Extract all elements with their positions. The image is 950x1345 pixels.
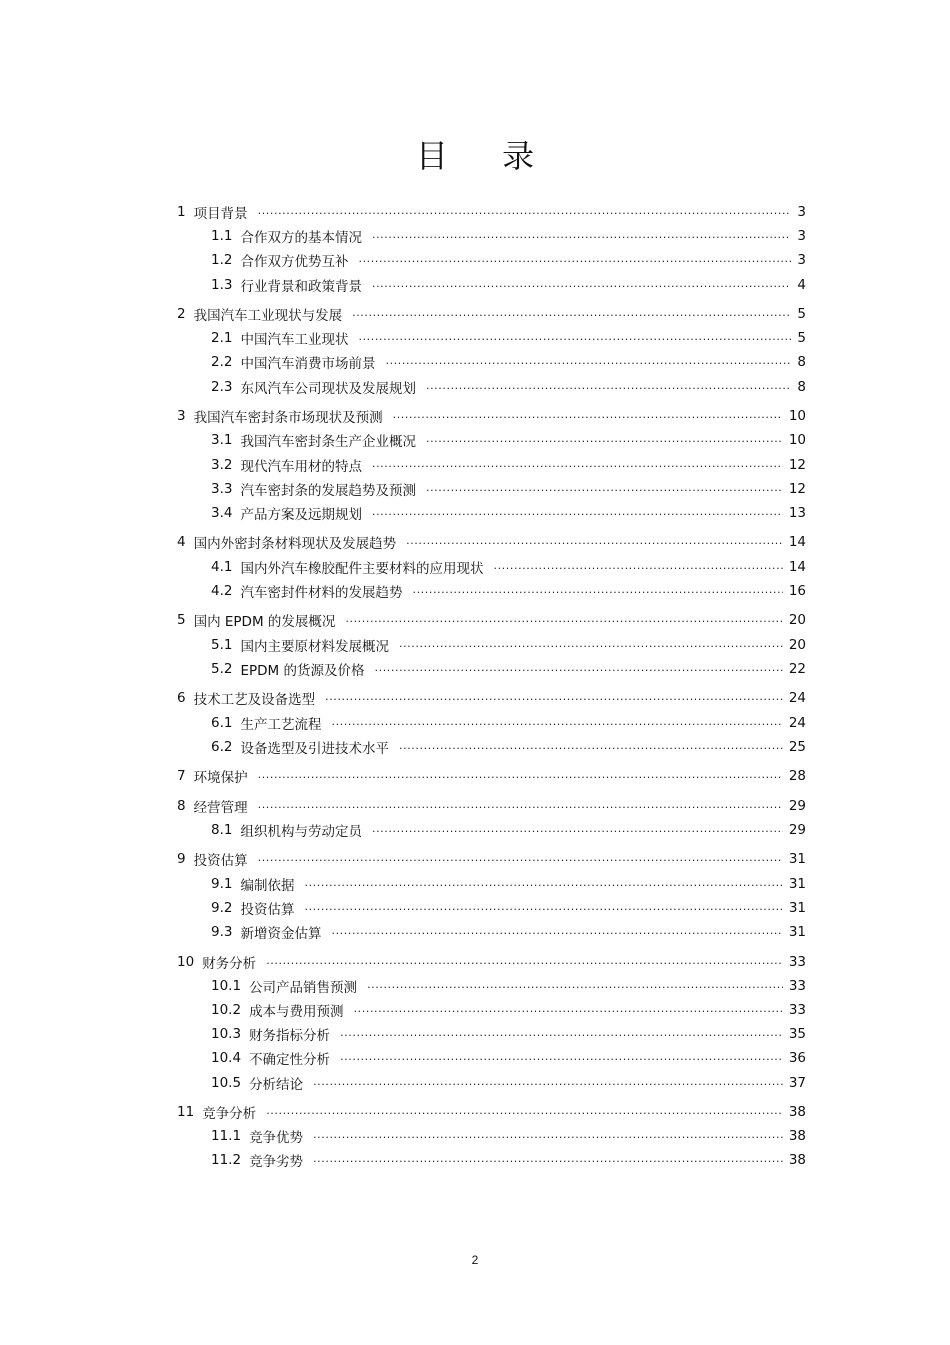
toc-dot-leader [258, 202, 792, 222]
toc-entry-label: 产品方案及远期规划 [240, 507, 362, 523]
toc-dot-leader [266, 1102, 783, 1122]
toc-dot-leader [325, 688, 783, 708]
toc-entry[interactable] [177, 1102, 806, 1122]
toc-entry[interactable] [211, 503, 806, 523]
toc-dot-leader [372, 455, 783, 475]
toc-entry-number: 4 [177, 534, 186, 550]
toc-dot-leader [393, 406, 783, 426]
toc-dot-leader [406, 532, 783, 552]
toc-entry-label: 成本与费用预测 [249, 1004, 344, 1020]
toc-entry-page: 10 [788, 408, 806, 424]
toc-entry-number: 2.2 [211, 354, 233, 370]
toc-entry-label: 国内主要原材料发展概况 [240, 639, 389, 655]
toc-entry-label: 我国汽车密封条生产企业概况 [240, 434, 416, 450]
toc-entry-label: 我国汽车工业现状与发展 [193, 308, 343, 324]
toc-entry-label: 组织机构与劳动定员 [240, 824, 362, 840]
toc-entry-number: 9.1 [211, 876, 233, 892]
toc-entry[interactable] [211, 250, 806, 270]
toc-dot-leader [399, 635, 783, 655]
toc-entry-page: 36 [788, 1050, 806, 1066]
toc-dot-leader [426, 377, 791, 397]
toc-entry[interactable] [211, 328, 806, 348]
toc-entry-page: 29 [788, 822, 806, 838]
toc-entry-page: 5 [797, 306, 806, 322]
toc-entry-number: 8.1 [211, 822, 233, 838]
toc-entry[interactable] [211, 737, 806, 757]
toc-entry-number: 6.1 [211, 715, 233, 731]
toc-entry-page: 16 [788, 583, 806, 599]
toc-entry-page: 10 [788, 432, 806, 448]
toc-entry-page: 24 [788, 715, 806, 731]
toc-dot-leader [266, 952, 783, 972]
toc-entry[interactable] [177, 952, 806, 972]
toc-dot-leader [258, 849, 783, 869]
toc-entry-number: 1 [177, 204, 186, 220]
toc-entry-label: 环境保护 [193, 770, 248, 786]
toc-dot-leader [358, 250, 791, 270]
toc-dot-leader [304, 898, 782, 918]
toc-entry-page: 35 [788, 1026, 806, 1042]
toc-entry-label: 编制依据 [240, 878, 295, 894]
toc-dot-leader [372, 503, 783, 523]
toc-entry-page: 29 [788, 798, 806, 814]
toc-entry-number: 3.1 [211, 432, 233, 448]
toc-entry[interactable] [211, 1150, 806, 1170]
toc-dot-leader [340, 1048, 783, 1068]
toc-entry-page: 33 [788, 978, 806, 994]
toc-dot-leader [354, 1000, 783, 1020]
toc-entry-label: 经营管理 [193, 800, 248, 816]
toc-entry-number: 4.1 [211, 559, 233, 575]
toc-entry[interactable] [177, 688, 806, 708]
toc-entry-number: 1.2 [211, 252, 233, 268]
toc-entry-page: 8 [797, 379, 806, 395]
toc-entry-page: 25 [788, 739, 806, 755]
toc-entry-number: 3.3 [211, 481, 233, 497]
toc-dot-leader [345, 610, 782, 630]
toc-entry[interactable] [211, 352, 806, 372]
toc-dot-leader [258, 766, 783, 786]
toc-dot-leader [412, 581, 782, 601]
toc-entry-number: 11.1 [211, 1128, 242, 1144]
toc-entry-number: 10.5 [211, 1075, 242, 1091]
toc-entry-page: 3 [797, 252, 806, 268]
toc-dot-leader [372, 275, 791, 295]
toc-entry-page: 24 [788, 690, 806, 706]
toc-entry-page: 5 [797, 330, 806, 346]
toc-entry-label: 汽车密封条的发展趋势及预测 [240, 483, 416, 499]
toc-entry[interactable] [211, 635, 806, 655]
toc-entry-label: 竞争劣势 [249, 1154, 304, 1170]
toc-entry-number: 11 [177, 1104, 195, 1120]
toc-entry-page: 33 [788, 1002, 806, 1018]
toc-entry-label: 竞争优势 [249, 1130, 304, 1146]
toc-entry[interactable] [211, 659, 806, 679]
toc-dot-leader [426, 479, 783, 499]
toc-entry-number: 3.2 [211, 457, 233, 473]
toc-entry[interactable] [177, 202, 806, 222]
toc-entry-number: 1.1 [211, 228, 233, 244]
toc-entry[interactable] [211, 275, 806, 295]
toc-entry-number: 8 [177, 798, 186, 814]
toc-entry-page: 31 [788, 876, 806, 892]
toc-dot-leader [358, 328, 791, 348]
toc-entry[interactable] [211, 1048, 806, 1068]
toc-entry-label: 合作双方的基本情况 [240, 230, 362, 246]
toc-entry-number: 5.1 [211, 637, 233, 653]
toc-entry-page: 31 [788, 900, 806, 916]
toc-dot-leader [367, 976, 783, 996]
toc-entry-page: 38 [788, 1104, 806, 1120]
toc-entry-number: 5.2 [211, 661, 233, 677]
toc-entry-number: 9 [177, 851, 186, 867]
toc-entry-number: 2.1 [211, 330, 233, 346]
toc-entry[interactable] [211, 922, 806, 942]
toc-entry[interactable] [211, 479, 806, 499]
toc-dot-leader [313, 1073, 783, 1093]
toc-entry[interactable] [211, 430, 806, 450]
toc-entry-label: 新增资金估算 [240, 926, 322, 942]
toc-entry-number: 9.2 [211, 900, 233, 916]
toc-entry[interactable] [177, 796, 806, 816]
toc-entry-label: 财务分析 [202, 956, 257, 972]
toc-entry-label: 合作双方优势互补 [240, 254, 349, 270]
toc-dot-leader [331, 713, 782, 733]
toc-entry[interactable] [211, 455, 806, 475]
toc-entry-number: 10.4 [211, 1050, 242, 1066]
toc-entry[interactable] [177, 766, 806, 786]
toc-entry[interactable] [177, 532, 806, 552]
toc-dot-leader [372, 820, 783, 840]
toc-entry-label: 竞争分析 [202, 1106, 257, 1122]
toc-entry-number: 5 [177, 612, 186, 628]
toc-dot-leader [331, 922, 782, 942]
toc-entry[interactable] [177, 610, 806, 630]
toc-entry-number: 1.3 [211, 277, 233, 293]
toc-entry-label: 我国汽车密封条市场现状及预测 [193, 410, 383, 426]
toc-dot-leader [340, 1024, 783, 1044]
toc-entry-label: 分析结论 [249, 1077, 304, 1093]
page-number: 2 [471, 1253, 479, 1267]
toc-dot-leader [399, 737, 783, 757]
toc-entry[interactable] [211, 226, 806, 246]
toc-entry[interactable] [177, 849, 806, 869]
toc-entry[interactable] [211, 1024, 806, 1044]
toc-entry-label: 投资估算 [193, 853, 248, 869]
toc-entry-page: 33 [788, 954, 806, 970]
toc-dot-leader [352, 304, 791, 324]
toc-entry-label: 财务指标分析 [249, 1028, 331, 1044]
toc-entry-page: 37 [788, 1075, 806, 1091]
toc-entry-page: 20 [788, 637, 806, 653]
toc-dot-leader [375, 659, 783, 679]
toc-entry-label: EPDM 的货源及价格 [240, 663, 365, 679]
toc-dot-leader [304, 874, 782, 894]
toc-entry-number: 2 [177, 306, 186, 322]
toc-entry-label: 行业背景和政策背景 [240, 279, 362, 295]
toc-entry[interactable] [211, 1073, 806, 1093]
toc-entry-page: 28 [788, 768, 806, 784]
toc-entry-page: 13 [788, 505, 806, 521]
toc-entry-label: 技术工艺及设备选型 [193, 692, 316, 708]
toc-entry[interactable] [211, 898, 806, 918]
toc-entry-page: 38 [788, 1152, 806, 1168]
toc-entry-page: 12 [788, 457, 806, 473]
toc-entry-number: 9.3 [211, 924, 233, 940]
toc-dot-leader [313, 1126, 783, 1146]
toc-entry-label: 现代汽车用材的特点 [240, 459, 362, 475]
toc-dot-leader [493, 557, 782, 577]
toc-entry-label: 项目背景 [193, 206, 248, 222]
toc-entry-number: 2.3 [211, 379, 233, 395]
toc-entry-label: 汽车密封件材料的发展趋势 [240, 585, 403, 601]
toc-entry-number: 6.2 [211, 739, 233, 755]
toc-entry[interactable] [211, 1000, 806, 1020]
toc-entry-label: 国内外汽车橡胶配件主要材料的应用现状 [240, 561, 484, 577]
toc-entry-number: 11.2 [211, 1152, 242, 1168]
toc-entry[interactable] [177, 406, 806, 426]
toc-entry-label: 中国汽车消费市场前景 [240, 356, 376, 372]
toc-entry-page: 14 [788, 534, 806, 550]
toc-dot-leader [385, 352, 791, 372]
toc-entry-page: 20 [788, 612, 806, 628]
toc-entry-number: 3 [177, 408, 186, 424]
toc-entry-label: 国内 EPDM 的发展概况 [193, 614, 336, 630]
toc-dot-leader [258, 796, 783, 816]
toc-entry-number: 10.3 [211, 1026, 242, 1042]
toc-entry-label: 中国汽车工业现状 [240, 332, 349, 348]
page-title: 目 录 [415, 137, 557, 175]
toc-entry[interactable] [211, 976, 806, 996]
toc-entry-page: 12 [788, 481, 806, 497]
toc-entry[interactable] [211, 581, 806, 601]
toc-entry-number: 6 [177, 690, 186, 706]
toc-entry-number: 10.1 [211, 978, 242, 994]
toc-entry-number: 4.2 [211, 583, 233, 599]
toc-dot-leader [313, 1150, 783, 1170]
toc-entry-label: 东风汽车公司现状及发展规划 [240, 381, 416, 397]
toc-entry-label: 生产工艺流程 [240, 717, 322, 733]
toc-entry-page: 4 [797, 277, 806, 293]
toc-entry-page: 22 [788, 661, 806, 677]
toc-entry[interactable] [211, 377, 806, 397]
toc-entry-page: 31 [788, 851, 806, 867]
toc-entry-page: 3 [797, 228, 806, 244]
toc-entry-number: 3.4 [211, 505, 233, 521]
toc-entry[interactable] [211, 713, 806, 733]
toc-entry-page: 3 [797, 204, 806, 220]
toc-entry[interactable] [211, 1126, 806, 1146]
toc-entry-page: 31 [788, 924, 806, 940]
toc-entry[interactable] [211, 557, 806, 577]
toc-entry-label: 国内外密封条材料现状及发展趋势 [193, 536, 397, 552]
toc-entry-page: 8 [797, 354, 806, 370]
toc-entry-page: 38 [788, 1128, 806, 1144]
toc-entry[interactable] [211, 820, 806, 840]
toc-entry-number: 7 [177, 768, 186, 784]
toc-entry-label: 不确定性分析 [249, 1052, 331, 1068]
toc-entry-label: 设备选型及引进技术水平 [240, 741, 389, 757]
toc-dot-leader [426, 430, 783, 450]
toc-entry[interactable] [211, 874, 806, 894]
toc-entry-label: 公司产品销售预测 [249, 980, 358, 996]
toc-entry-page: 14 [788, 559, 806, 575]
toc-entry-label: 投资估算 [240, 902, 295, 918]
toc-entry-number: 10.2 [211, 1002, 242, 1018]
toc-entry[interactable] [177, 304, 806, 324]
toc-entry-number: 10 [177, 954, 195, 970]
toc-dot-leader [372, 226, 791, 246]
